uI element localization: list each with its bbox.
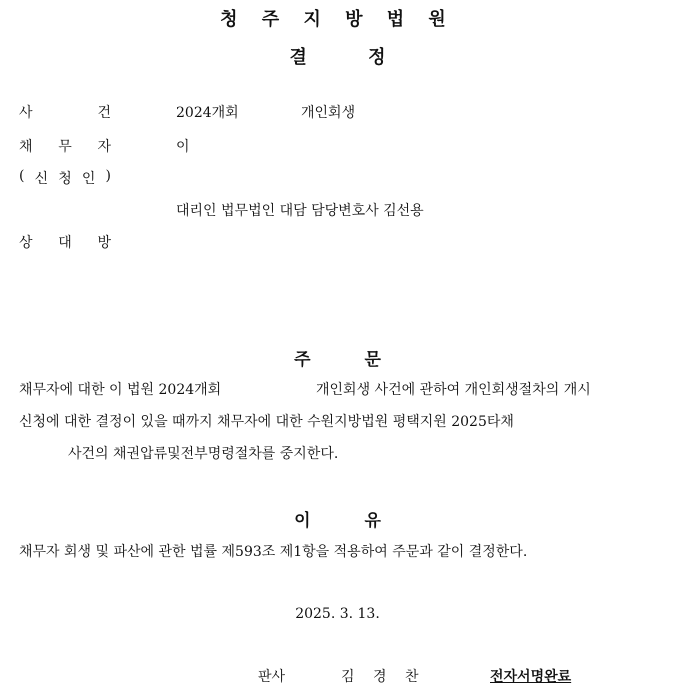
case-label-char: 사 xyxy=(19,105,33,121)
opponent-label-char: 대 xyxy=(58,235,72,251)
document-title: 결 정 xyxy=(289,47,386,68)
applicant-label-char: 신 xyxy=(34,171,49,187)
decision-date: 2025. 3. 13. xyxy=(295,606,380,622)
case-label-char: 건 xyxy=(97,105,111,121)
applicant-label xyxy=(19,168,111,188)
reason-heading: 이 유 xyxy=(294,511,381,531)
debtor-label xyxy=(19,136,111,156)
case-number: 2024개회 xyxy=(176,105,239,121)
applicant-label-char: ) xyxy=(105,168,111,184)
applicant-label-char: 인 xyxy=(81,171,96,187)
case-name: 개인회생 xyxy=(301,105,356,121)
debtor-label-char: 무 xyxy=(58,139,72,155)
opponent-label-char: 상 xyxy=(19,235,33,251)
opponent-label-char: 방 xyxy=(97,235,111,251)
order-line-1a: 채무자에 대한 이 법원 2024개회 xyxy=(19,382,222,398)
debtor-label-char: 자 xyxy=(97,139,111,155)
debtor-label-char: 채 xyxy=(19,139,33,155)
applicant-label-char: ( xyxy=(19,168,25,184)
reason-text: 채무자 회생 및 파산에 관한 법률 제593조 제1항을 적용하여 주문과 같이 결정한다. xyxy=(19,544,528,560)
order-line-1b: 개인회생 사건에 관하여 개인회생절차의 개시 xyxy=(316,382,591,398)
judge-title: 판사 xyxy=(258,669,286,685)
order-line-3: 사건의 채권압류및전부명령절차를 중지한다. xyxy=(68,446,339,462)
debtor-name: 이 xyxy=(176,139,190,155)
case-label xyxy=(19,102,111,122)
opponent-label xyxy=(19,232,111,252)
judge-name: 김 경 찬 xyxy=(341,669,419,685)
electronic-signature: 전자서명완료 xyxy=(490,669,572,685)
order-heading: 주 문 xyxy=(294,350,381,370)
court-name: 청 주 지 방 법 원 xyxy=(220,9,455,30)
agent: 대리인 법무법인 대담 담당변호사 김선용 xyxy=(176,203,424,219)
applicant-label-char: 청 xyxy=(58,171,72,187)
order-line-2: 신청에 대한 결정이 있을 때까지 채무자에 대한 수원지방법원 평택지원 2025타채 xyxy=(19,414,514,430)
